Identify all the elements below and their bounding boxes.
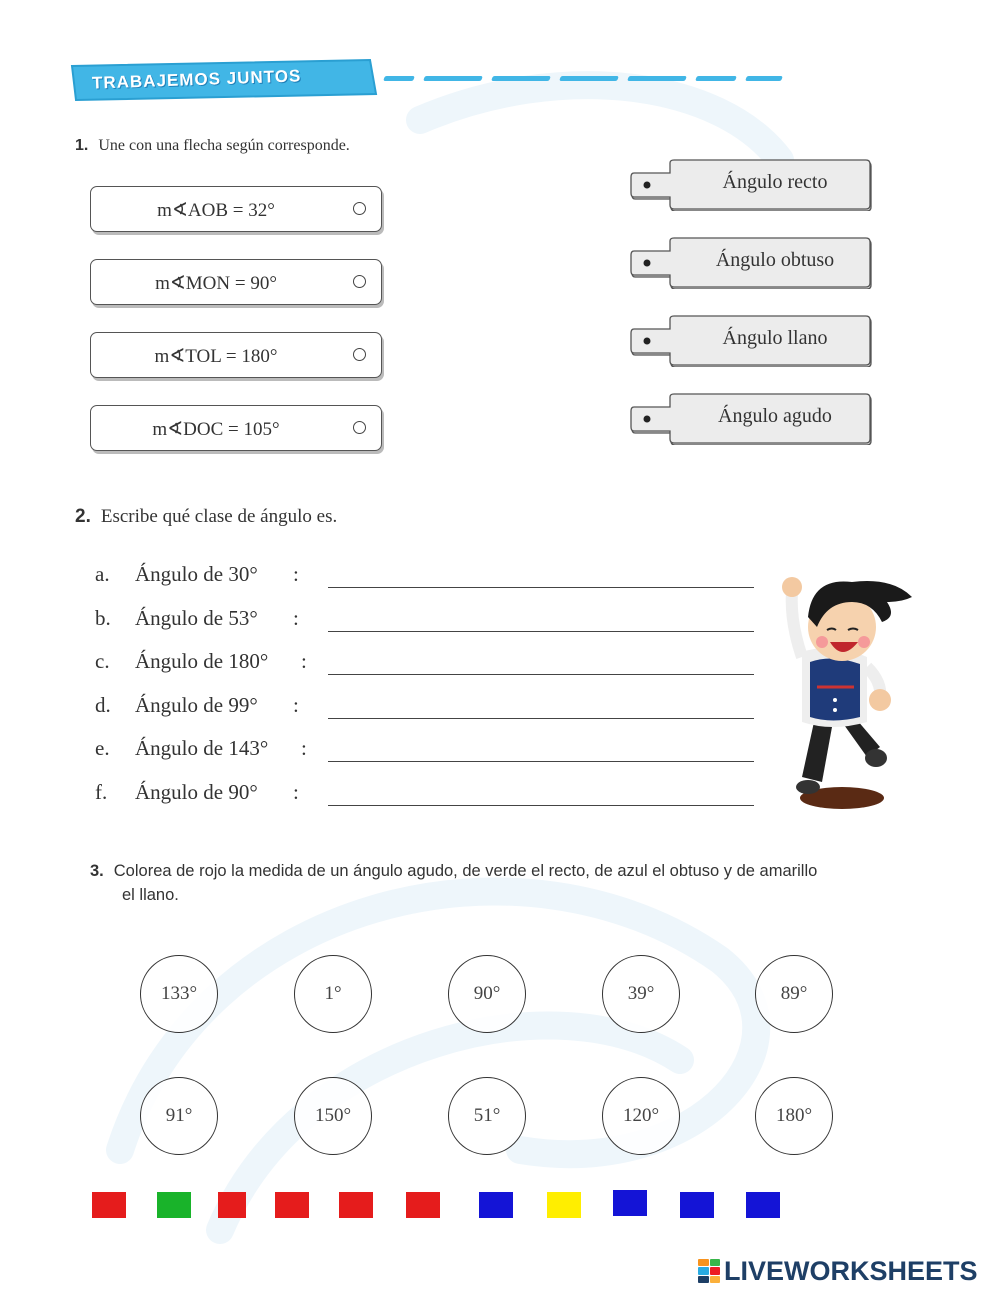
- connector-dot-icon[interactable]: [353, 421, 366, 434]
- answer-input-a[interactable]: [328, 567, 754, 588]
- angle-circle[interactable]: 39°: [602, 955, 680, 1033]
- q1-right-item[interactable]: [630, 237, 872, 289]
- color-swatch[interactable]: [406, 1192, 440, 1218]
- banner-dash: [491, 76, 551, 81]
- q2-label: Ángulo de 53°: [135, 606, 258, 630]
- q2-label: Ángulo de 30°: [135, 562, 258, 586]
- q1-left-label: m∢AOB = 32°: [157, 200, 275, 221]
- banner-dash: [745, 76, 783, 81]
- q2-colon: :: [293, 562, 299, 586]
- connector-dot-icon[interactable]: [353, 275, 366, 288]
- q1-left-label: m∢DOC = 105°: [152, 419, 280, 440]
- section-banner: [70, 58, 378, 102]
- color-swatch[interactable]: [680, 1192, 714, 1218]
- q2-colon: :: [293, 606, 299, 630]
- angle-circle[interactable]: 180°: [755, 1077, 833, 1155]
- q1-left-label: m∢MON = 90°: [155, 273, 277, 294]
- color-swatch[interactable]: [275, 1192, 309, 1218]
- q2-letter: c.: [95, 649, 110, 673]
- q2-letter: a.: [95, 562, 110, 586]
- q3-number: 3.: [90, 862, 104, 880]
- answer-input-d[interactable]: [328, 698, 754, 719]
- q2-colon: :: [301, 649, 307, 673]
- banner-dash: [559, 76, 619, 81]
- banner-dash: [383, 76, 415, 81]
- q2-letter: e.: [95, 736, 110, 760]
- q1-right-item[interactable]: [630, 159, 872, 211]
- angle-circle[interactable]: 91°: [140, 1077, 218, 1155]
- q1-left-item[interactable]: [90, 405, 382, 451]
- color-swatch[interactable]: [218, 1192, 246, 1218]
- banner-dash: [423, 76, 483, 81]
- color-swatch[interactable]: [339, 1192, 373, 1218]
- q2-instruction: Escribe qué clase de ángulo es.: [100, 506, 338, 527]
- angle-circle[interactable]: 120°: [602, 1077, 680, 1155]
- answer-input-f[interactable]: [328, 785, 754, 806]
- cartoon-boy-icon: [772, 572, 924, 812]
- q1-right-label: Ángulo recto: [722, 171, 828, 193]
- q2-label: Ángulo de 143°: [135, 736, 269, 760]
- angle-circle[interactable]: 1°: [294, 955, 372, 1033]
- q1-left-label: m∢TOL = 180°: [154, 346, 278, 367]
- color-swatch[interactable]: [157, 1192, 191, 1218]
- q2-label: Ángulo de 90°: [135, 780, 258, 804]
- angle-circle[interactable]: 133°: [140, 955, 218, 1033]
- q3-instruction-line1: Colorea de rojo la medida de un ángulo agudo, de verde el recto, de azul el obtuso y de amarillo: [113, 862, 818, 880]
- angle-circle[interactable]: 90°: [448, 955, 526, 1033]
- q3-title: [90, 862, 817, 881]
- q2-label: Ángulo de 99°: [135, 693, 258, 717]
- q2-label: Ángulo de 180°: [135, 649, 269, 673]
- q1-left-item[interactable]: [90, 332, 382, 378]
- answer-input-c[interactable]: [328, 654, 754, 675]
- q1-right-item[interactable]: [630, 315, 872, 367]
- color-swatch[interactable]: [92, 1192, 126, 1218]
- angle-circle[interactable]: 51°: [448, 1077, 526, 1155]
- banner-dash: [695, 76, 737, 81]
- q2-colon: :: [293, 780, 299, 804]
- color-swatch[interactable]: [746, 1192, 780, 1218]
- q2-letter: b.: [95, 606, 111, 630]
- q2-letter: f.: [95, 780, 108, 804]
- color-swatch[interactable]: [613, 1190, 647, 1216]
- connector-dot-icon[interactable]: [353, 348, 366, 361]
- logo-text: LIVEWORKSHEETS: [724, 1255, 978, 1286]
- color-swatch[interactable]: [547, 1192, 581, 1218]
- q1-left-item[interactable]: [90, 186, 382, 232]
- q2-colon: :: [293, 693, 299, 717]
- connector-dot-icon[interactable]: [353, 202, 366, 215]
- q3-instruction-line2: el llano.: [122, 886, 179, 904]
- liveworksheets-logo-icon: [698, 1259, 720, 1283]
- answer-input-b[interactable]: [328, 611, 754, 632]
- q1-instruction: Une con una flecha según corresponde.: [98, 137, 350, 154]
- q1-left-item[interactable]: [90, 259, 382, 305]
- angle-circle[interactable]: 89°: [755, 955, 833, 1033]
- q1-right-label: Ángulo agudo: [718, 405, 832, 427]
- q2-letter: d.: [95, 693, 111, 717]
- q1-title: [75, 137, 350, 155]
- answer-input-e[interactable]: [328, 741, 754, 762]
- q2-colon: :: [301, 736, 307, 760]
- banner-dash: [627, 76, 687, 81]
- q2-number: 2.: [75, 506, 91, 527]
- q1-right-item[interactable]: [630, 393, 872, 445]
- q2-title: [75, 506, 337, 528]
- q1-number: 1.: [75, 137, 89, 154]
- q1-right-label: Ángulo obtuso: [715, 249, 835, 271]
- banner-title: TRABAJEMOS JUNTOS: [91, 66, 302, 93]
- liveworksheets-logo[interactable]: [698, 1254, 978, 1288]
- angle-circle[interactable]: 150°: [294, 1077, 372, 1155]
- color-swatch[interactable]: [479, 1192, 513, 1218]
- q1-right-label: Ángulo llano: [722, 327, 828, 349]
